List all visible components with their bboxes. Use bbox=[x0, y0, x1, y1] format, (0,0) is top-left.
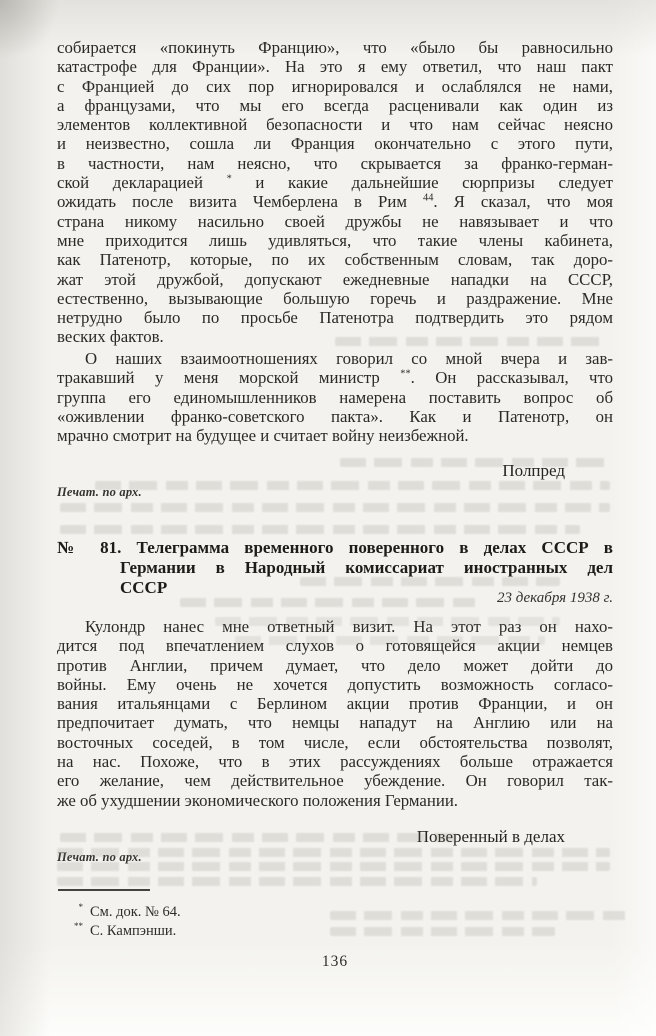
prev-document-signature: Полпред bbox=[502, 461, 565, 480]
text-line: ожидать после визита Чемберлена в Рим $^{44}$. Я сказал, что моя bbox=[57, 192, 613, 212]
text-line: в частности, нам неясно, что скрывается за франко-герман- bbox=[57, 153, 613, 173]
text-line: дится под впечатлением слухов о готовящейся акции немцев bbox=[57, 636, 613, 656]
text-line: «оживлении франко-советского пакта». Как и Патенотр, он bbox=[57, 406, 613, 426]
footnote-marker: ** bbox=[74, 920, 83, 931]
source-note: Печат. по арх. bbox=[57, 850, 142, 864]
text-line: Кулондр нанес мне ответный визит. На этот раз он нахо- bbox=[85, 617, 613, 636]
text-line: против Англии, причем думает, что дело может дойти до bbox=[57, 655, 613, 675]
text-line: мрачно смотрит на будущее и считает войну неизбежной. bbox=[57, 426, 469, 446]
text-line: как Патенотр, которые, по их собственным словам, так доро- bbox=[57, 250, 613, 270]
text-line: страна никому насильно своей дружбы не навязывает и что bbox=[57, 211, 613, 231]
text-line: с Францией до сих пор игнорировался и ослаблялся не нами, bbox=[57, 76, 613, 96]
text-line: нетрудно было по просьбе Патенотра подтвердить это рядом bbox=[57, 308, 613, 328]
text-line: естественно, вызывающие большую горечь и раздражение. Мне bbox=[57, 288, 613, 308]
footnote-marker: * bbox=[78, 902, 83, 913]
prev-document-body-continuation bbox=[57, 38, 613, 347]
footnote-separator-rule bbox=[58, 889, 150, 891]
text-line: тракавший у меня морской министр **. Он рассказывал, что bbox=[57, 368, 614, 388]
prev-document-body-paragraph bbox=[57, 349, 613, 445]
text-line: собирается «покинуть Францию», что «было бы равносильно bbox=[57, 38, 613, 57]
bleedthrough-text bbox=[60, 503, 610, 512]
text-line: № 81. Телеграмма временного поверенного в делах СССР в bbox=[57, 538, 613, 557]
text-line: же об ухудшении экономического положения Германии. bbox=[57, 790, 458, 810]
footnote bbox=[57, 903, 613, 922]
document-81-date: 23 декабря 1938 г. bbox=[496, 590, 613, 606]
footnote-text: См. док. № 64. bbox=[90, 904, 181, 920]
text-line: Германии в Народный комиссариат иностранных дел bbox=[120, 558, 613, 577]
bleedthrough-text bbox=[60, 525, 580, 534]
text-line: О наших взаимоотношениях говорил со мной вчера и зав- bbox=[85, 349, 613, 368]
text-line: войны. Ему очень не хочется допустить возможность согласо- bbox=[57, 674, 613, 694]
footnotes bbox=[57, 903, 613, 940]
text-line: на нас. Похоже, что в этих рассуждениях больше отражается bbox=[57, 752, 613, 772]
text-line: жат этой дружбой, допускают ежедневные нападки на СССР, bbox=[57, 269, 613, 289]
source-note: Печат. по арх. bbox=[57, 485, 142, 499]
text-line: предпочитает думать, что немцы нападут на Англию или на bbox=[57, 713, 613, 733]
text-line: и неизвестно, сошла ли Франция окончательно с этого пути, bbox=[57, 134, 613, 154]
text-line: группа его единомышленников намерена поставить вопрос об bbox=[57, 387, 613, 407]
footnote bbox=[57, 922, 613, 941]
footnote-text: С. Кампэнши. bbox=[90, 922, 177, 939]
text-line: а французами, что мы его всегда расценивали как один из bbox=[57, 95, 613, 115]
text-line: его желание, чем действительное убеждение. Он говорил так- bbox=[57, 771, 613, 791]
text-line: восточных соседей, в том числе, если обстоятельства позволят, bbox=[57, 732, 613, 752]
text-line: вания итальянцами с Берлином акции против Франции, и он bbox=[57, 694, 613, 714]
text-line: ской декларацией * и какие дальнейшие сюрпризы следует bbox=[57, 173, 613, 193]
text-line: элементов коллективной безопасности и что нам сейчас неясно bbox=[57, 115, 613, 135]
document-81-body bbox=[57, 617, 613, 810]
document-81-signature: Поверенный в делах bbox=[416, 827, 565, 846]
text-line: веских фактов. bbox=[57, 327, 164, 347]
page-number: 136 bbox=[321, 953, 349, 970]
document-81-heading bbox=[57, 538, 613, 598]
text-line: мне приходится лишь удивляться, что такие члены кабинета, bbox=[57, 230, 613, 250]
text-line: СССР bbox=[120, 578, 168, 597]
bleedthrough-text bbox=[95, 481, 610, 490]
bleedthrough-text bbox=[57, 877, 537, 886]
text-line: катастрофе для Франции». На это я ему ответил, что наш пакт bbox=[57, 57, 613, 77]
